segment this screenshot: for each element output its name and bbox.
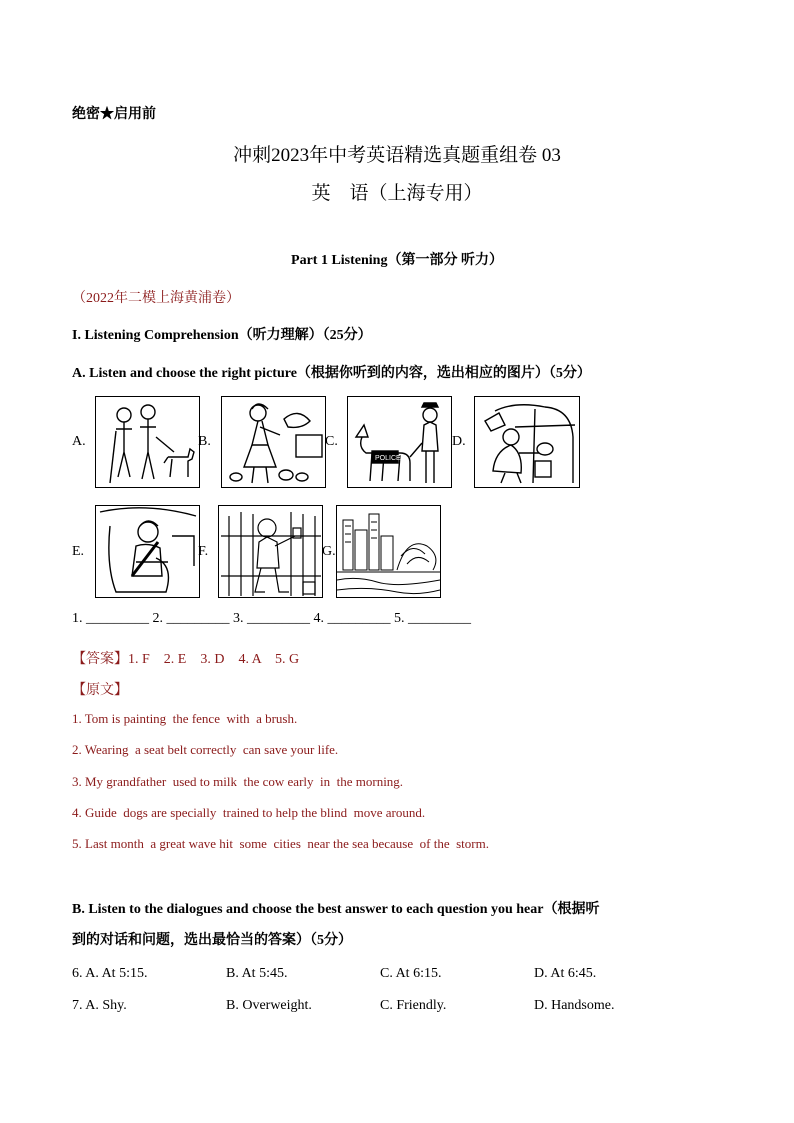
option: D. Handsome.: [534, 998, 615, 1013]
seat-belt-picture: [95, 505, 200, 598]
city-by-sea-picture: [336, 505, 441, 598]
answer-blanks: 1. _________ 2. _________ 3. _________ 4. _________ 5. _________: [72, 611, 471, 626]
answer-values: 1. F 2. E 3. D 4. A 5. G: [128, 652, 300, 667]
option: C. At 6:15.: [380, 966, 442, 981]
option: 7. A. Shy.: [72, 998, 127, 1013]
picture-label: C.: [325, 434, 338, 449]
script-line: 5. Last month a great wave hit some cities near the sea because of the storm.: [72, 836, 489, 851]
answer-tag: 【答案】: [72, 652, 128, 667]
section-b-heading-1: B. Listen to the dialogues and choose the best answer to each question you hear（根据听: [72, 902, 600, 917]
picture-label: D.: [452, 434, 466, 449]
guide-dog-picture: [95, 396, 200, 488]
script-line: 3. My grandfather used to milk the cow early in the morning.: [72, 774, 404, 789]
picture-label: E.: [72, 544, 85, 559]
script-line: 1. Tom is painting the fence with a brush.: [72, 711, 298, 726]
picture-label: B.: [198, 434, 211, 449]
confidential-label: 绝密★启用前: [72, 107, 156, 122]
option: B. Overweight.: [226, 998, 312, 1013]
script-tag: 【原文】: [72, 683, 128, 698]
part-heading: Part 1 Listening（第一部分 听力）: [291, 253, 503, 268]
option: C. Friendly.: [380, 998, 447, 1013]
option: D. At 6:45.: [534, 966, 597, 981]
picture-label: G.: [322, 544, 336, 559]
picture-label: F.: [198, 544, 209, 559]
script-line: 2. Wearing a seat belt correctly can save your life.: [72, 742, 339, 757]
script-line: 4. Guide dogs are specially trained to help the blind move around.: [72, 805, 426, 820]
svg-text:POLICE: POLICE: [375, 455, 401, 462]
picture-label: A.: [72, 434, 86, 449]
option: B. At 5:45.: [226, 966, 288, 981]
source-note: （2022年二模上海黄浦卷）: [72, 291, 240, 306]
exam-subtitle: 英 语（上海专用）: [311, 183, 483, 204]
police-dog-picture: [347, 396, 452, 488]
answer-line: [72, 648, 299, 668]
painting-fence-picture: [218, 505, 323, 598]
option: 6. A. At 5:15.: [72, 966, 148, 981]
milking-cow-picture: [474, 396, 580, 488]
exam-title: 冲刺2023年中考英语精选真题重组卷 03: [233, 145, 561, 166]
section-b-heading-2: 到的对话和问题，选出最恰当的答案）（5分）: [72, 933, 352, 948]
section-a-heading: A. Listen and choose the right picture（根据你听到的内容，选出相应的图片）（5分）: [72, 366, 591, 381]
section-1-heading: I. Listening Comprehension（听力理解）（25分）: [72, 328, 372, 343]
girl-feeding-chickens-picture: [221, 396, 326, 488]
